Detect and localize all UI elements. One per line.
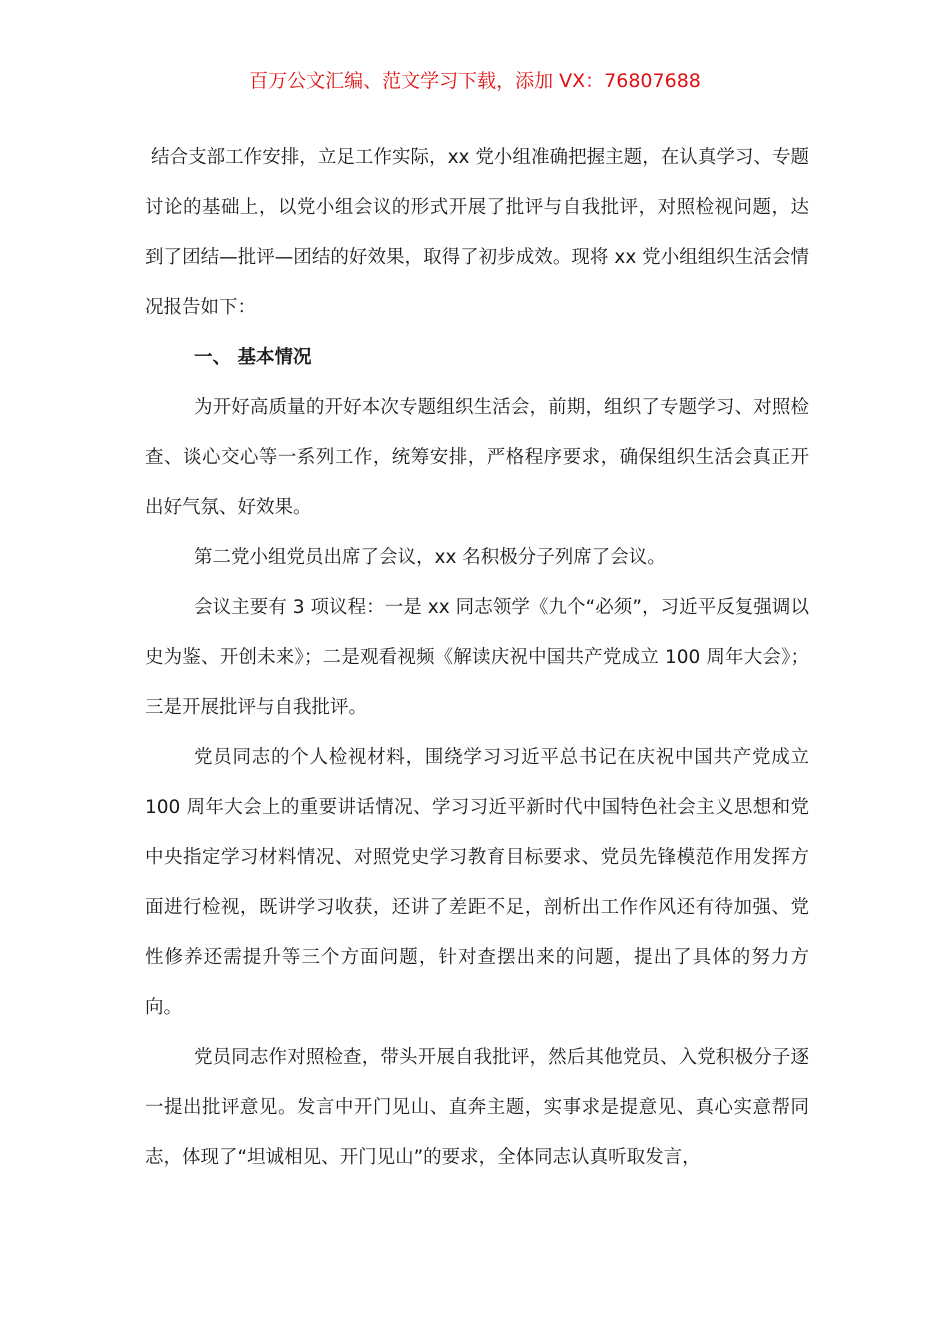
- paragraph-agenda: 会议主要有 3 项议程：一是 xx 同志领学《九个“必须”，习近平反复强调以史为鉴、开创未来》；二是观看视频《解读庆祝中国共产党成立 100 周年大会》；三是开展批评与自我批评。: [145, 597, 809, 718]
- section-heading-basic-situation: 一、 基本情况: [194, 347, 312, 368]
- intro-paragraph: 结合支部工作安排，立足工作实际，xx 党小组准确把握主题，在认真学习、专题讨论的基础上，以党小组会议的形式开展了批评与自我批评，对照检视问题，达到了团结—批评—团结的好效果，取得了初步成效。现将 xx 党小组组织生活会情况报告如下：: [145, 147, 809, 318]
- paragraph-criticism: 党员同志作对照检查，带头开展自我批评，然后其他党员、入党积极分子逐一提出批评意见。发言中开门见山、直奔主题，实事求是提意见、真心实意帮同志，体现了“坦诚相见、开门见山”的要求，全体同志认真听取发言，: [145, 1047, 809, 1168]
- document-body: [145, 133, 809, 1183]
- paragraph-preparation: 为开好高质量的开好本次专题组织生活会，前期，组织了专题学习、对照检查、谈心交心等一系列工作，统筹安排，严格程序要求，确保组织生活会真正开出好气氛、好效果。: [145, 397, 809, 518]
- paragraph-attendance: 第二党小组党员出席了会议，xx 名积极分子列席了会议。: [194, 547, 666, 568]
- paragraph-self-review: 党员同志的个人检视材料，围绕学习习近平总书记在庆祝中国共产党成立 100 周年大会上的重要讲话情况、学习习近平新时代中国特色社会主义思想和党中央指定学习材料情况、对照党史学习教育目标要求、党员先锋模范作用发挥方面进行检视，既讲学习收获，还讲了差距不足，剖析出工作作风还有待加强、党性修养还需提升等三个方面问题，针对查摆出来的问题，提出了具体的努力方向。: [145, 747, 809, 1018]
- header-banner: 百万公文汇编、范文学习下载，添加 VX：76807688: [249, 70, 701, 92]
